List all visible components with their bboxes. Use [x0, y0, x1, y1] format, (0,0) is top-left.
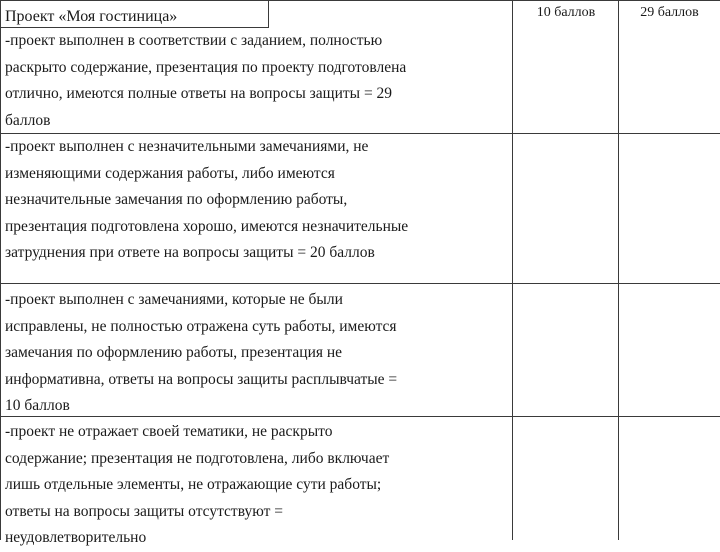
table-rule — [512, 0, 513, 540]
table-rule — [0, 0, 720, 1]
score-header-10: 10 баллов — [536, 5, 596, 20]
score-header-29: 29 баллов — [640, 5, 699, 20]
criterion-10-points: -проект выполнен с замечаниями, которые не были исправлены, не полностью отражена суть работы, имеются замечания по оформлению работы, презентация не информативна, ответы на вопросы защиты расплывчатые = 10 баллов — [5, 291, 398, 414]
criterion-unsatisfactory: -проект не отражает своей тематики, не раскрыто содержание; презентация не подготовлена, либо включает лишь отдельные элементы, не отражающие сути работы; ответы на вопросы защиты отсутствуют = неудовлетворительно — [5, 423, 390, 546]
project-title: Проект «Моя гостиница» — [5, 8, 178, 25]
criterion-20-points: -проект выполнен с незначительными замечаниями, не изменяющими содержания работы, либо имеются незначительные замечания по оформлению работы, презентация подготовлена хорошо, имеются незначительные затруднения при ответе на вопросы защиты = 20 баллов — [5, 138, 409, 261]
table-rule — [618, 0, 619, 540]
table-rule — [0, 283, 720, 284]
criterion-29-points: -проект выполнен в соответствии с заданием, полностью раскрыто содержание, презентация по проекту подготовлена отлично, имеются полные ответы на вопросы защиты = 29 баллов — [5, 32, 407, 129]
table-rule — [0, 0, 1, 540]
table-rule — [268, 0, 269, 28]
